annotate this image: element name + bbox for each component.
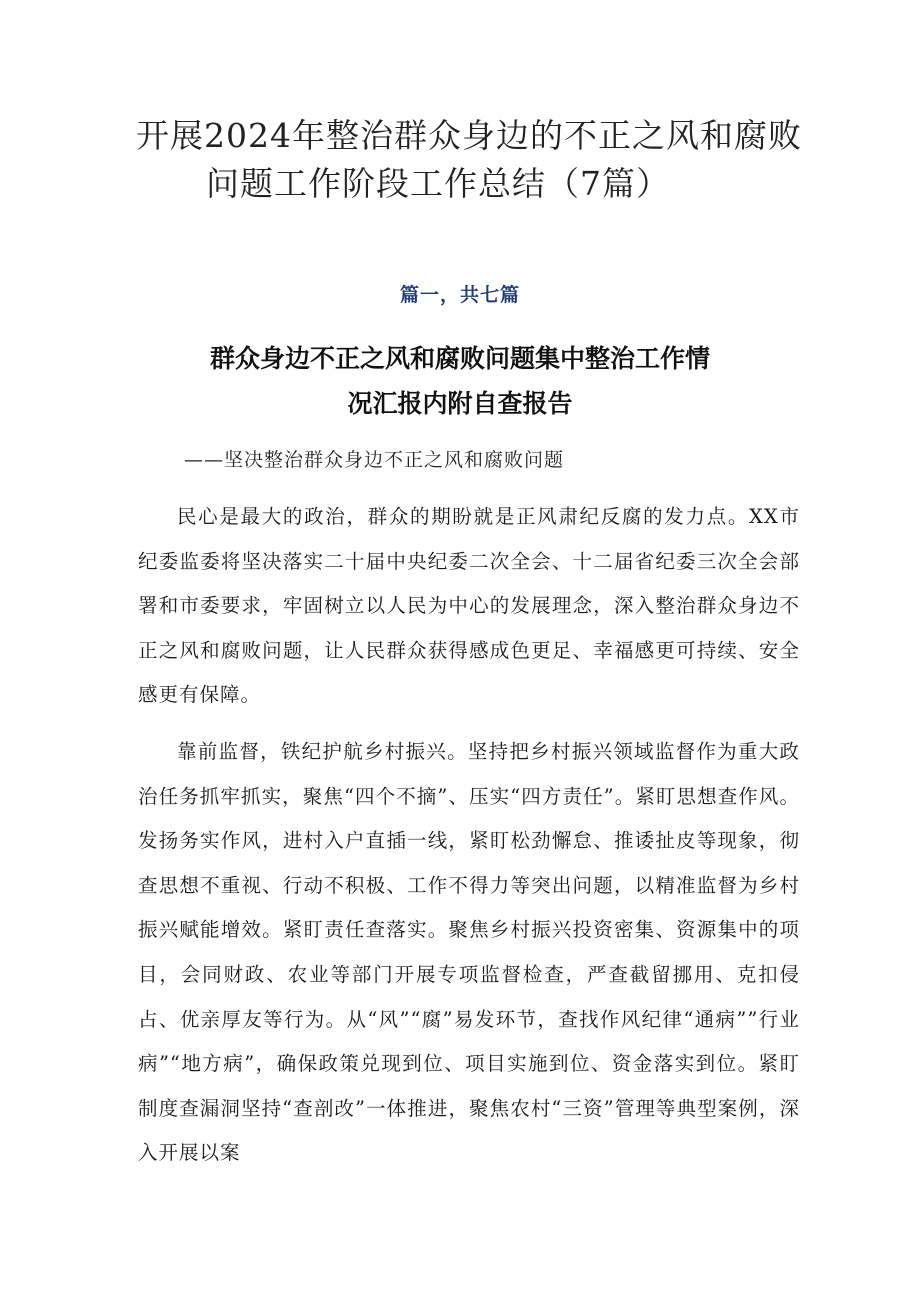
document-title-line-1: 开展2024年整治群众身边的不正之风和腐败: [136, 116, 802, 155]
document-title: [120, 112, 820, 208]
dash-subtitle: ——坚决整治群众身边不正之风和腐败问题: [184, 449, 565, 471]
body-paragraph-2: 靠前监督，铁纪护航乡村振兴。坚持把乡村振兴领域监督作为重大政治任务抓牢抓实，聚焦“四个不摘”、压实“四方责任”。紧盯思想查作风。发扬务实作风，进村入户直插一线，紧盯松劲懈怠、推诿扯皮等现象，彻查思想不重视、行动不积极、工作不得力等突出问题，以精准监督为乡村振兴赋能增效。紧盯责任查落实。聚焦乡村振兴投资密集、资源集中的项目，会同财政、农业等部门开展专项监督检查，严查截留挪用、克扣侵占、优亲厚友等行为。从“风”“腐”易发环节，查找作风纪律“通病””行业病”“地方病”，确保政策兑现到位、项目实施到位、资金落实到位。紧盯制度查漏洞坚持“查剖改”一体推进，聚焦农村“三资”管理等典型案例，深入开展以案: [138, 740, 800, 1165]
section-title: [150, 336, 770, 426]
section-title-line-2: 况汇报内附自查报告: [347, 389, 573, 418]
section-title-line-1: 群众身边不正之风和腐败问题集中整治工作情: [209, 344, 710, 373]
body-paragraph-1: 民心是最大的政治，群众的期盼就是正风肃纪反腐的发力点。XX市纪委监委将坚决落实二十届中央纪委二次全会、十二届省纪委三次全会部署和市委要求，牢固树立以人民为中心的发展理念，深入整治群众身边不正之风和腐败问题，让人民群众获得感成色更足、幸福感更可持续、安全感更有保障。: [138, 505, 800, 707]
part-label: 篇一，共七篇: [399, 284, 520, 306]
document-title-line-2: 问题工作阶段工作总结（7篇）: [206, 164, 670, 203]
